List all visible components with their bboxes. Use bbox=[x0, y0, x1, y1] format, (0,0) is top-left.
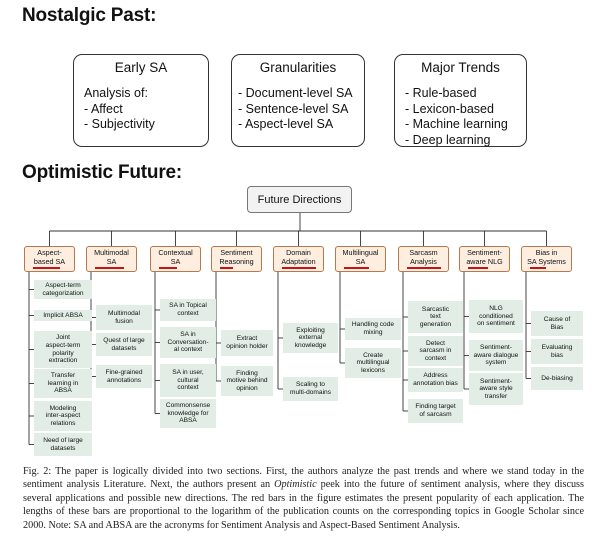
direction-leaf: Handling code mixing bbox=[345, 318, 401, 340]
direction-leaf: Evaluating bias bbox=[531, 339, 583, 364]
popularity-bar bbox=[95, 267, 124, 269]
major-trends-line: - Deep learning bbox=[405, 132, 491, 147]
category-label: Multimodal SA bbox=[94, 248, 129, 266]
category-box bbox=[335, 246, 386, 272]
caption-text: peek into the future of sentiment analysis, where they discuss several applications and possible new directions. The red bars in the figure estimates the present popularity of each application. The lengths of these bars are proportional to the logarithm of the publication counts on the corresponding topics in Google Scholar since 2000. Note: SA and ABSA are the acronyms for Sentiment Analysis and Aspect-Based Sentiment Analysis. bbox=[23, 479, 584, 531]
category-box bbox=[398, 246, 449, 272]
early-sa-line: - Subjectivity bbox=[84, 117, 155, 131]
direction-leaf: Sentiment- aware dialogue system bbox=[469, 340, 523, 371]
early-sa-line: Analysis of: bbox=[84, 86, 148, 100]
category-label: Sentiment Reasoning bbox=[219, 248, 254, 266]
category-label: Sarcasm Analysis bbox=[409, 248, 438, 266]
category-label: Bias in SA Systems bbox=[527, 248, 566, 266]
direction-leaf: Quest of large datasets bbox=[96, 333, 152, 356]
direction-leaf: Create multilingual lexicons bbox=[345, 348, 401, 378]
category-label: Multilingual SA bbox=[342, 248, 379, 266]
early-sa-line: - Affect bbox=[84, 101, 123, 116]
category-box bbox=[521, 246, 572, 272]
category-box bbox=[24, 246, 75, 272]
direction-leaf: SA in Topical context bbox=[160, 299, 216, 321]
major-trends-title: Major Trends bbox=[421, 60, 500, 75]
future-directions-root: Future Directions bbox=[247, 186, 352, 213]
direction-leaf: Transfer learning in ABSA bbox=[34, 369, 92, 398]
category-label: Aspect- based SA bbox=[33, 248, 66, 266]
granularities-line: - Document-level SA bbox=[238, 86, 353, 100]
granularities-line: - Aspect-level SA bbox=[238, 117, 334, 131]
category-label: Contextual SA bbox=[158, 248, 193, 266]
granularities-title: Granularities bbox=[259, 60, 337, 75]
direction-leaf: Finding target of sarcasm bbox=[408, 399, 463, 423]
category-box bbox=[86, 246, 137, 272]
category-box bbox=[211, 246, 262, 272]
direction-leaf: Multimodal fusion bbox=[96, 305, 152, 330]
direction-leaf: Scaling to multi-domains bbox=[283, 377, 338, 401]
major-trends-line: - Lexicon-based bbox=[405, 101, 494, 116]
popularity-bar bbox=[220, 267, 233, 269]
caption-text: Fig. 2: The paper is logically divided into two sections. First, the authors analyze the past trends and where we stand today in the sentiment analysis Literature. Next, the authors present an bbox=[23, 466, 584, 491]
direction-leaf: Address annotation bias bbox=[408, 368, 463, 392]
early-sa-title: Early SA bbox=[114, 60, 168, 75]
category-label: Sentiment- aware NLG bbox=[466, 248, 503, 266]
popularity-bar bbox=[530, 267, 546, 269]
direction-leaf: SA in Conversation- al context bbox=[160, 327, 216, 358]
direction-leaf: Sentiment- aware style transfer bbox=[469, 373, 523, 405]
direction-leaf: Fine-grained annotations bbox=[96, 365, 152, 388]
direction-leaf: Cause of Bias bbox=[531, 311, 583, 336]
direction-leaf: Sarcastic text generation bbox=[408, 301, 463, 333]
popularity-bar bbox=[407, 267, 441, 269]
category-box bbox=[459, 246, 510, 272]
popularity-bar bbox=[468, 267, 488, 269]
direction-leaf: Need of large datasets bbox=[34, 433, 92, 456]
granularities-line: - Sentence-level SA bbox=[238, 101, 349, 116]
future-section-title: Optimistic Future: bbox=[22, 162, 183, 183]
figure-caption bbox=[23, 465, 584, 532]
direction-leaf: SA in user, cultural context bbox=[160, 364, 216, 397]
category-box bbox=[150, 246, 201, 272]
direction-leaf: NLG conditioned on sentiment bbox=[469, 300, 523, 333]
popularity-bar bbox=[344, 267, 369, 269]
direction-leaf: Extract opinion holder bbox=[221, 330, 273, 356]
direction-leaf: Finding motive behind opinion bbox=[221, 366, 273, 396]
direction-leaf: Commonsense knowledge for ABSA bbox=[160, 399, 216, 428]
caption-emphasis: Optimistic bbox=[274, 479, 317, 491]
direction-leaf: Aspect-term categorization bbox=[34, 280, 92, 299]
direction-leaf: De-biasing bbox=[531, 367, 583, 390]
major-trends-line: - Rule-based bbox=[405, 86, 477, 100]
category-box bbox=[273, 246, 324, 272]
popularity-bar bbox=[282, 267, 316, 269]
direction-leaf: Detect sarcasm in context bbox=[408, 336, 463, 366]
direction-leaf: Exploiting external knowledge bbox=[283, 323, 338, 353]
major-trends-line: - Machine learning bbox=[405, 117, 508, 131]
direction-leaf: Joint aspect-term polarity extraction bbox=[34, 331, 92, 368]
direction-leaf: Implicit ABSA bbox=[34, 310, 92, 321]
category-label: Domain Adaptation bbox=[281, 248, 316, 266]
past-section-title: Nostalgic Past: bbox=[22, 5, 157, 26]
popularity-bar bbox=[33, 267, 60, 269]
direction-leaf: Modeling inter-aspect relations bbox=[34, 401, 92, 431]
popularity-bar bbox=[159, 267, 177, 269]
